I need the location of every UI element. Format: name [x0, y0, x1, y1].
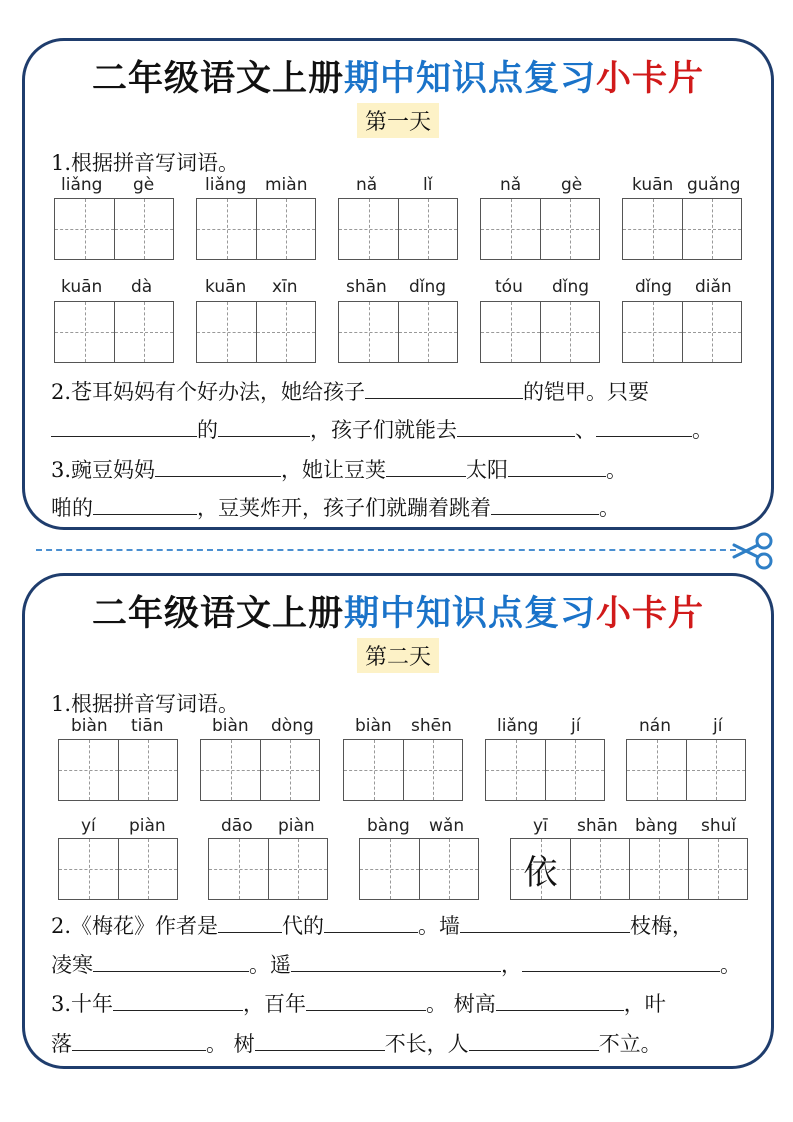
- question-2-line-2: 凌寒 。遥 ， 。: [51, 953, 741, 977]
- answer-blank[interactable]: [93, 494, 197, 515]
- pinyin: shuǐ: [701, 816, 737, 836]
- pinyin: shān: [577, 816, 618, 836]
- writing-grid[interactable]: [480, 198, 600, 260]
- writing-grid[interactable]: [58, 838, 178, 900]
- writing-grid[interactable]: [208, 838, 328, 900]
- answer-blank[interactable]: [93, 951, 249, 972]
- pinyin: miàn: [265, 175, 308, 195]
- answer-blank[interactable]: [596, 416, 692, 437]
- answer-blank[interactable]: [218, 416, 310, 437]
- writing-grid[interactable]: [58, 739, 178, 801]
- writing-grid[interactable]: [626, 739, 746, 801]
- question-3-line-2: 落 。 树 不长，人 不立。: [51, 1032, 662, 1056]
- answer-blank[interactable]: [508, 456, 606, 477]
- writing-grid[interactable]: [622, 198, 742, 260]
- pinyin: dǐng: [635, 277, 673, 297]
- scissors-icon: [730, 531, 778, 571]
- pinyin: bàng: [635, 816, 678, 836]
- review-card-day-2: [22, 573, 774, 1069]
- pinyin: liǎng: [497, 716, 539, 736]
- answer-blank[interactable]: [491, 494, 599, 515]
- question-1-prompt: 1.根据拼音写词语。: [51, 692, 240, 716]
- pinyin: kuān: [205, 277, 247, 297]
- answer-blank[interactable]: [457, 416, 575, 437]
- answer-blank[interactable]: [522, 951, 720, 972]
- pinyin: dòng: [271, 716, 314, 736]
- pinyin: piàn: [129, 816, 166, 836]
- pinyin: kuān: [61, 277, 103, 297]
- pinyin: yí: [81, 816, 96, 836]
- pinyin: nǎ: [500, 175, 522, 195]
- pinyin: biàn: [212, 716, 249, 736]
- writing-grid[interactable]: [622, 301, 742, 363]
- answer-blank[interactable]: [496, 990, 624, 1011]
- prefilled-character: 依: [523, 853, 558, 893]
- writing-grid[interactable]: [54, 198, 174, 260]
- question-3-line-1: 3.豌豆妈妈 ，她让豆荚 太阳 。: [51, 458, 628, 482]
- pinyin: kuān: [632, 175, 674, 195]
- pinyin: gè: [561, 175, 583, 195]
- pinyin: dǐng: [409, 277, 447, 297]
- writing-grid[interactable]: [196, 198, 316, 260]
- pinyin: biàn: [355, 716, 392, 736]
- writing-grid[interactable]: [196, 301, 316, 363]
- writing-grid[interactable]: [343, 739, 463, 801]
- pinyin: dāo: [221, 816, 253, 836]
- pinyin: biàn: [71, 716, 108, 736]
- writing-grid[interactable]: [480, 301, 600, 363]
- answer-blank[interactable]: [113, 990, 243, 1011]
- answer-blank[interactable]: [255, 1030, 385, 1051]
- writing-grid[interactable]: [338, 301, 458, 363]
- pinyin: liǎng: [205, 175, 247, 195]
- answer-blank[interactable]: [291, 951, 501, 972]
- answer-blank[interactable]: [386, 456, 466, 477]
- pinyin: wǎn: [429, 816, 465, 836]
- question-2-line-1: 2.苍耳妈妈有个好办法，她给孩子 的铠甲。只要: [51, 380, 650, 404]
- writing-grid[interactable]: [338, 198, 458, 260]
- day-label: 第一天: [357, 103, 439, 138]
- question-3-line-2: 啪的 ，豆荚炸开，孩子们就蹦着跳着 。: [51, 496, 620, 520]
- pinyin: tóu: [495, 277, 523, 297]
- day-label: 第二天: [357, 638, 439, 673]
- pinyin: dǐng: [552, 277, 590, 297]
- pinyin: shān: [346, 277, 387, 297]
- answer-blank[interactable]: [72, 1030, 206, 1051]
- answer-blank[interactable]: [469, 1030, 599, 1051]
- pinyin: shēn: [411, 716, 452, 736]
- pinyin: tiān: [131, 716, 164, 736]
- pinyin: bàng: [367, 816, 410, 836]
- pinyin: nán: [639, 716, 671, 736]
- pinyin: gè: [133, 175, 155, 195]
- pinyin: piàn: [278, 816, 315, 836]
- writing-grid-four[interactable]: [510, 838, 748, 900]
- writing-grid[interactable]: [485, 739, 605, 801]
- pinyin: yī: [533, 816, 548, 836]
- card-title: 二年级语文上册期中知识点复习小卡片: [91, 594, 705, 634]
- answer-blank[interactable]: [155, 456, 281, 477]
- answer-blank[interactable]: [306, 990, 426, 1011]
- writing-grid[interactable]: [200, 739, 320, 801]
- pinyin: liǎng: [61, 175, 103, 195]
- question-3-line-1: 3.十年 ，百年 。 树高 ，叶: [51, 992, 666, 1016]
- question-2-line-1: 2.《梅花》作者是 代的 。墙 枝梅，: [51, 914, 694, 938]
- pinyin: xīn: [272, 277, 298, 297]
- answer-blank[interactable]: [51, 416, 197, 437]
- cut-line: [36, 549, 736, 551]
- pinyin: diǎn: [695, 277, 732, 297]
- card-title: 二年级语文上册期中知识点复习小卡片: [91, 59, 705, 99]
- review-card-day-1: [22, 38, 774, 530]
- answer-blank[interactable]: [324, 912, 418, 933]
- pinyin: jí: [713, 716, 723, 736]
- pinyin: nǎ: [356, 175, 378, 195]
- writing-grid[interactable]: [54, 301, 174, 363]
- pinyin: jí: [571, 716, 581, 736]
- question-2-line-2: 的 ，孩子们就能去 、 。: [51, 414, 713, 444]
- pinyin: guǎng: [687, 175, 741, 195]
- pinyin: lǐ: [423, 175, 433, 195]
- pinyin: dà: [131, 277, 153, 297]
- answer-blank[interactable]: [365, 378, 523, 399]
- writing-grid[interactable]: [359, 838, 479, 900]
- answer-blank[interactable]: [460, 912, 630, 933]
- question-1-prompt: 1.根据拼音写词语。: [51, 151, 240, 175]
- answer-blank[interactable]: [218, 912, 282, 933]
